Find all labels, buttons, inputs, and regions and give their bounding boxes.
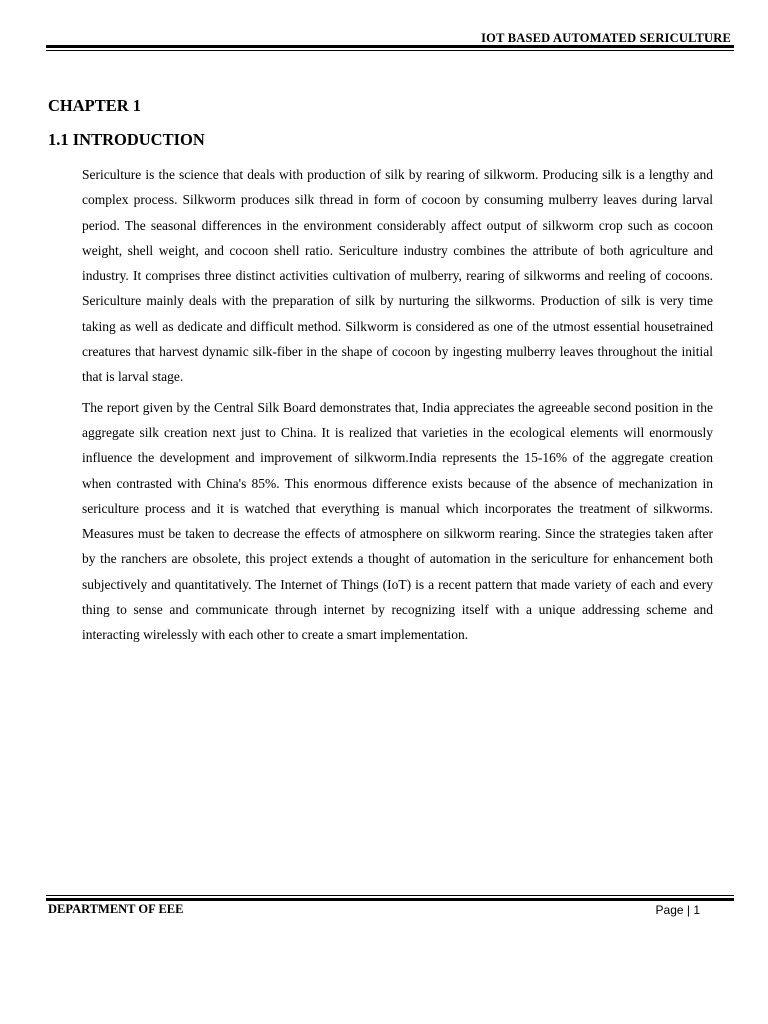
body-text [82, 162, 713, 653]
header-rule-thick [46, 45, 734, 48]
footer-rule-thin [46, 895, 734, 896]
section-heading: 1.1 INTRODUCTION [48, 130, 205, 149]
chapter-heading: CHAPTER 1 [48, 96, 142, 115]
header-rule-thin [46, 50, 734, 51]
paragraph: Sericulture is the science that deals with production of silk by rearing of silkworm. Producing silk is a lengthy and complex process. Silkworm produces silk thread in form of cocoon by consuming mulberry leaves during larval period. The seasonal differences in the environment considerably affect output of silkworm crop such as cocoon weight, shell weight, and cocoon shell ratio. Sericulture industry combines the attribute of both agriculture and industry. It comprises three distinct activities cultivation of mulberry, rearing of silkworms and reeling of cocoons. Sericulture mainly deals with the preparation of silk by nurturing the silkworms. Production of silk is very time taking as well as dedicate and difficult method. Silkworm is considered as one of the utmost essential housetrained creatures that harvest dynamic silk-fiber in the shape of cocoon by ingesting mulberry leaves throughout the initial that is larval stage. [82, 167, 713, 385]
footer-department: DEPARTMENT OF EEE [48, 902, 184, 916]
page-number: Page | 1 [655, 903, 700, 917]
paragraph: The report given by the Central Silk Board demonstrates that, India appreciates the agreeable second position in the aggregate silk creation next just to China. It is realized that varieties in the ecological elements will enormously influence the development and improvement of silkworm.India represents the 15-16% of the aggregate creation when contrasted with China's 85%. This enormous difference exists because of the absence of mechanization in sericulture process and it is watched that everything is manual which incorporates the treatment of silkworms. Measures must be taken to decrease the effects of atmosphere on silkworm rearing. Since the strategies taken after by the ranchers are obsolete, this project extends a thought of automation in the sericulture for enhancement both subjectively and quantitatively. The Internet of Things (IoT) is a recent pattern that made variety of each and every thing to sense and communicate through internet by recognizing itself with a unique addressing scheme and interacting wirelessly with each other to create a smart implementation. [82, 399, 713, 643]
footer-rule-thick [46, 898, 734, 901]
running-header-title: IOT BASED AUTOMATED SERICULTURE [481, 31, 731, 45]
